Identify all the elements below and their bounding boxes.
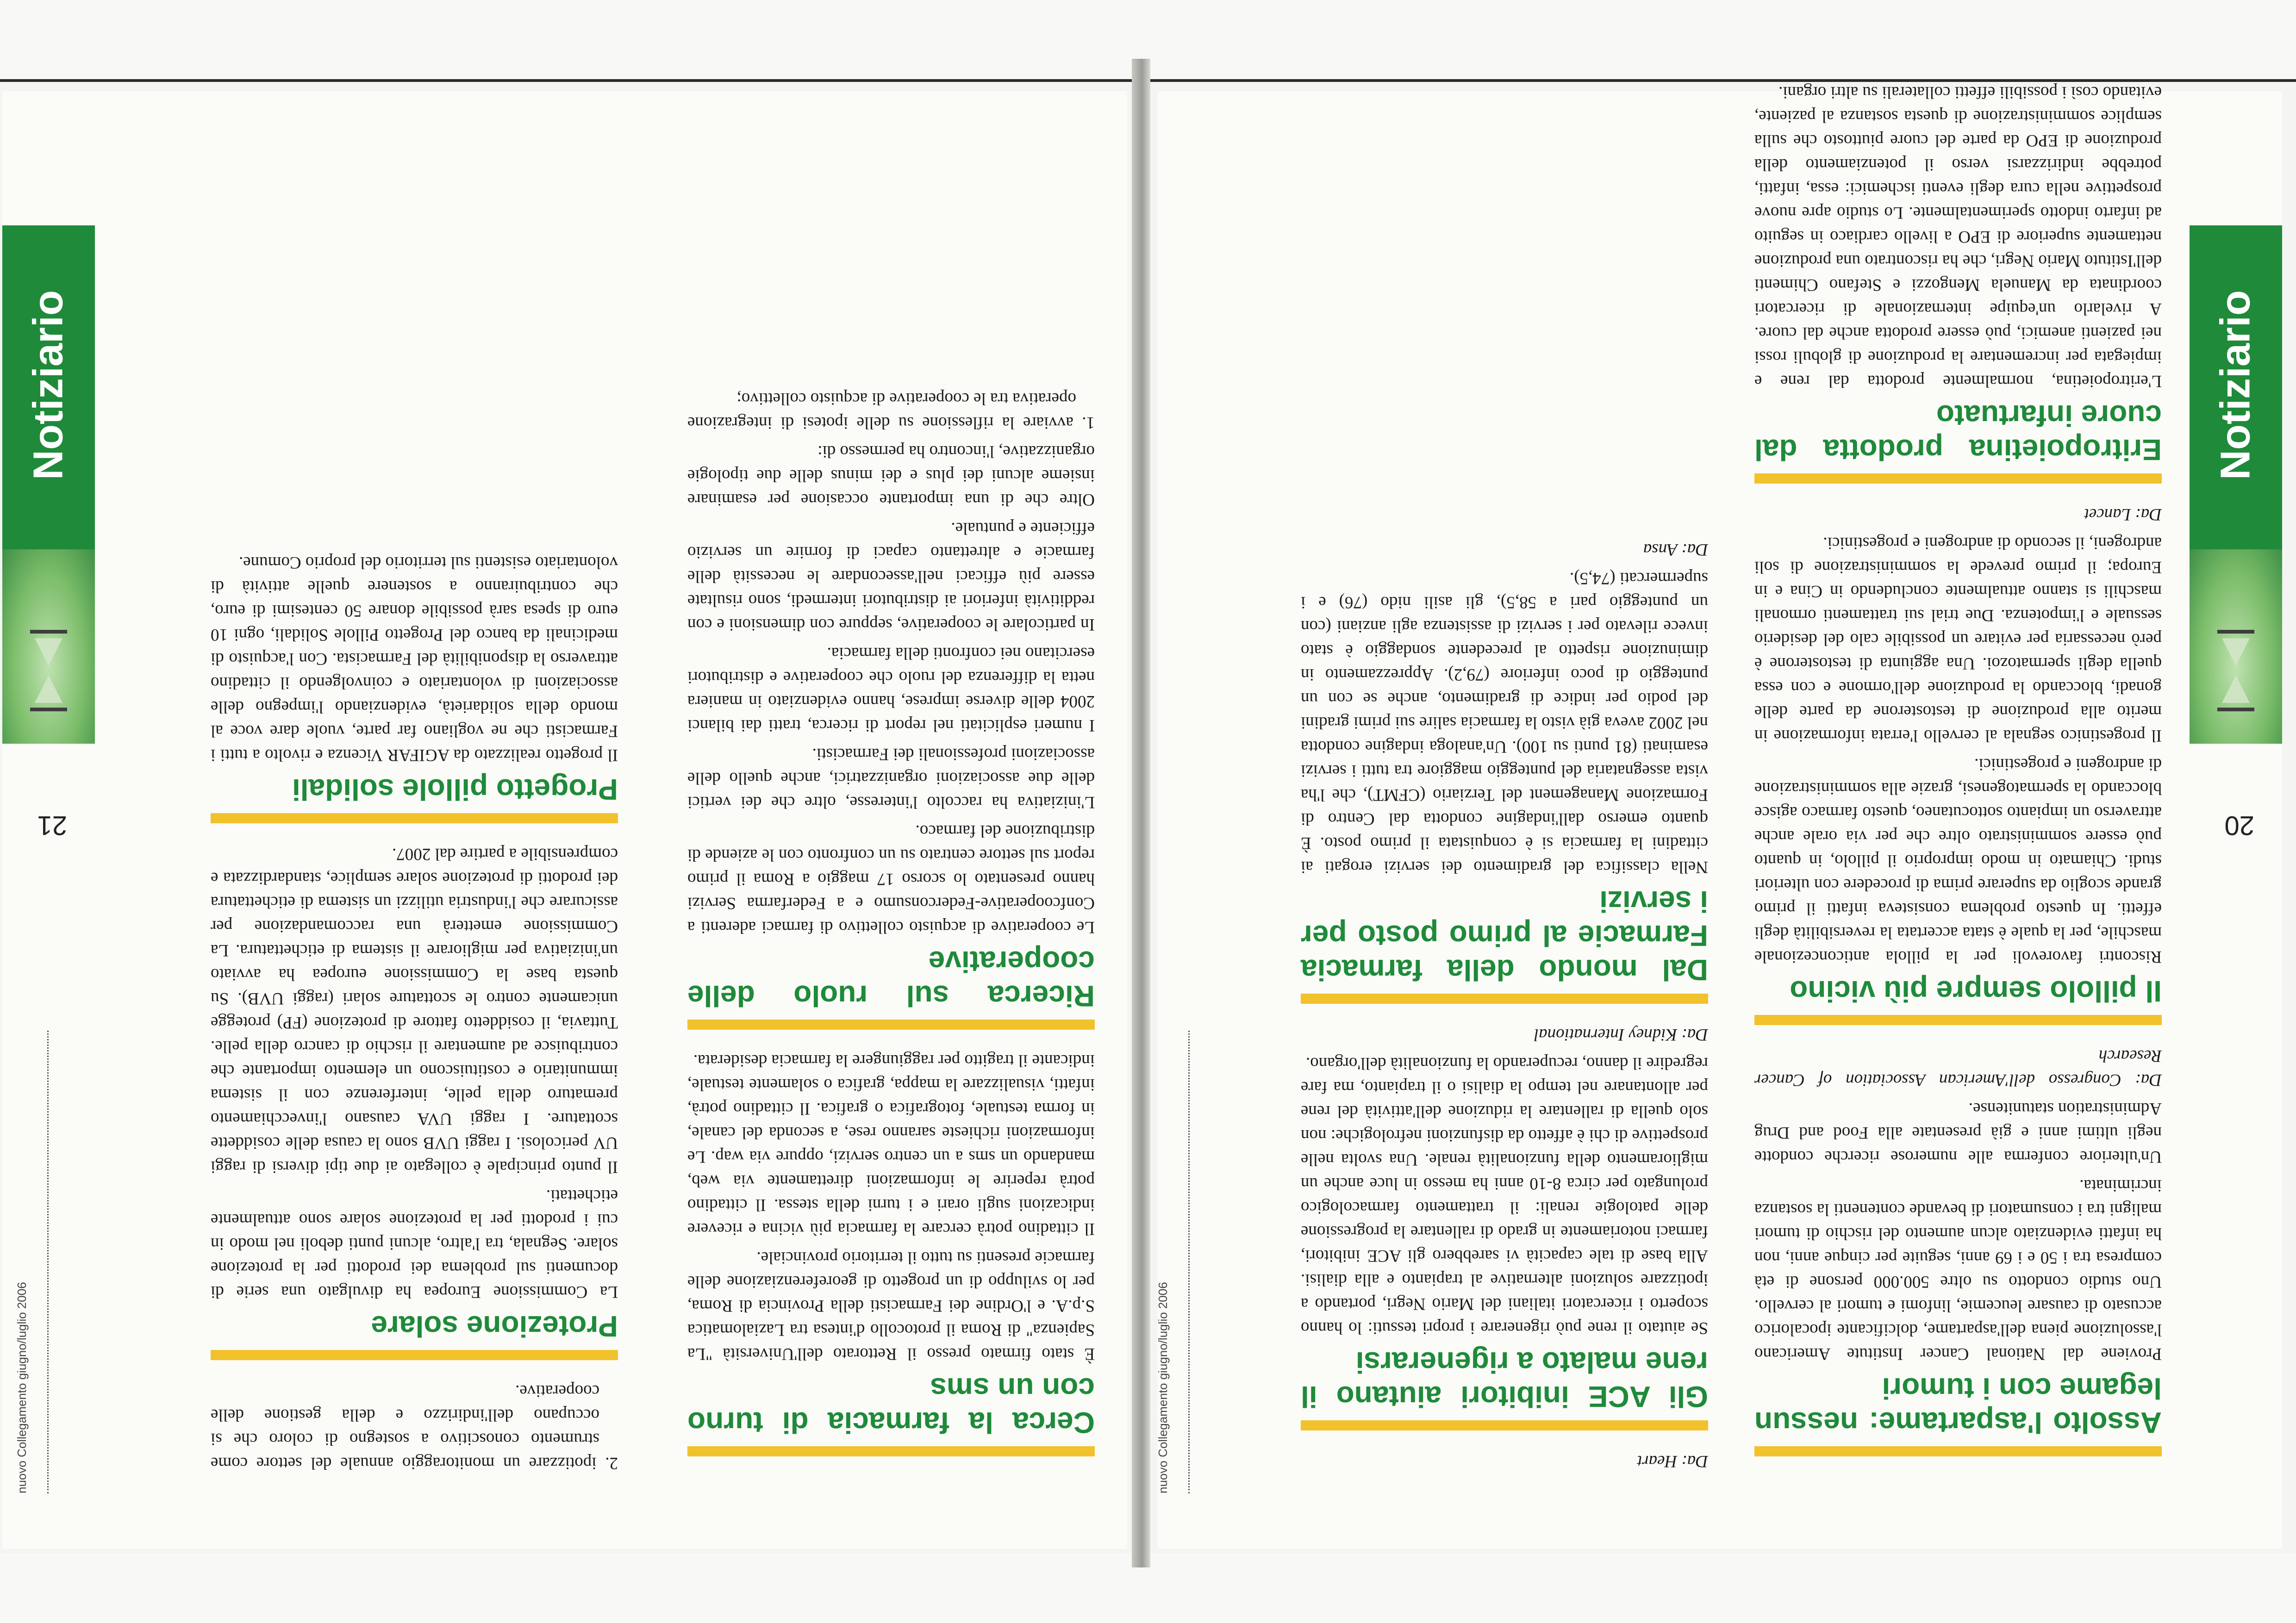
- side-tab-right: [2, 225, 95, 744]
- article-source: Da: Lancet: [2084, 505, 2162, 524]
- article-paragraph: Oltre che di una importante occasione per esaminare insieme alcuni dei plus e dei minus delle due tipologie organizzative, l'incontro ha permesso di:: [687, 442, 1095, 509]
- right-column-2: [211, 546, 618, 1475]
- article-headline: Eritropoietina prodotta dal cuore infartuato: [1754, 398, 2162, 484]
- book-gutter: [1132, 59, 1150, 1567]
- article-paragraph: Il progestinico segnala al cervello l'errata informazione in merito alla produzione di testosterone da parte delle gonadi, bloccando la produzione dell'ormone e con essa quella degli spermatozoi. Una aggiunta di testosterone è però necessaria per evitare un possibile calo del desiderio sessuale e l'impotenza. Due trial sui trattamenti ormonali maschili si stanno attualmente concludendo in Cina e in Europa; il primo prevede la somministrazione di soli androgeni, il secondo di androgeni e progestinici.: [1754, 534, 2162, 745]
- article-paragraph: L'iniziativa ha raccolto l'interesse, oltre che dei vertici delle due associazioni organizzatrici, anche quello delle associazioni professionali dei Farmacisti.: [687, 745, 1095, 812]
- hourglass-photo: [2, 549, 95, 744]
- hourglass-photo: [2190, 549, 2282, 744]
- article-paragraph: Se aiutato il rene può rigenerare i propri tessuti: lo hanno scoperto i ricercatori italiani del Mario Negri, portando a ipotizzare soluzioni alternative al trapianto e alla dialisi. Alla base di tale capacità vi sarebbero gli ACE inibitori, farmaci notoriamente in grado di rallentare la progressione delle patologie renali: il trattamento farmacologico prolungato per circa 8-10 anni ha messo in luce anche un miglioramento della funzionalità renale. Una svolta nelle prospettive di chi è affetto da disfunzioni nefrologiche: non solo quella di rallentare la riduzione dell'attività del rene per allontanare nel tempo la dialisi o il trapianto, ma fare regredire il danno, recuperando la funzionalità dell'organo.: [1301, 1054, 1708, 1337]
- hourglass-icon: [2217, 630, 2254, 711]
- article-source: Da: Congresso dell'American Association of Cancer Research: [1754, 1046, 2162, 1089]
- article-headline: Gli ACE inibitori aiutano il rene malato a rigenerarsi: [1301, 1345, 1708, 1430]
- article-headline: Ricerca sul ruolo delle cooperative: [687, 945, 1095, 1030]
- article-paragraph: Il cittadino potrà cercare la farmacia più vicina e ricevere indicazioni sugli orari e i turni della stessa. Il cittadino potrà reperire le informazioni direttamente via web, mandando un sms a un centro servizi, oppure via wap. Le informazioni richieste saranno rese, a seconda del canale, in forma testuale, fotografica o grafica. Il cittadino potrà, infatti, visualizzare la mappa, grafica o solamente testuale, indicante il tragitto per raggiungere la farmacia desiderata.: [687, 1051, 1095, 1238]
- article-paragraph: In particolare le cooperative, seppure con dimensioni e con redditività inferiori ai distributori intermedi, sono risultate essere più efficaci nell'assecondare le necessità delle farmacie e altrettanto capaci di fornire un servizio efficiente e puntuale.: [687, 519, 1095, 634]
- article-paragraph: È stato firmato presso il Rettorato dell'Università "La Sapienza" di Roma il protocollo d'intesa tra Lazialomatica S.p.A. e l'Ordine dei Farmacisti della Provincia di Roma, per lo sviluppo di un progetto di georeferenziazione delle farmacie presenti su tutto il territorio provinciale.: [687, 1248, 1095, 1363]
- article-paragraph: Il punto principale è collegato ai due tipi diversi di raggi UV pericolosi. I raggi UVB sono la causa delle cosiddette scottature. I raggi UVA causano l'invecchiamento prematuro della pelle, interferenze con il sistema immunitario e costituiscono un elemento importante che contribuisce ad aumentare il rischio di cancro della pelle. Tuttavia, il cosiddetto fattore di protezione (FP) protegge unicamente contro le scottature solari (raggi UVB). Su questa base la Commissione europea ha avviato un'iniziativa per migliorare il sistema di etichettatura. La Commissione emetterà una raccomandazione per assicurare che l'industria utilizzi un sistema di etichettatura dei prodotti di protezione solare semplice, standardizzata e comprensibile a partire dal 2007.: [211, 845, 618, 1176]
- page-number-left: 20: [2224, 810, 2254, 840]
- running-head-left: nuovo Collegamento giugno/luglio 2006: [1156, 1031, 1190, 1493]
- article-paragraph: Le cooperative di acquisto collettivo di farmaci aderenti a Confcooperative-Federconsumo e a Federfarma Servizi hanno presentato lo scorso 17 maggio a Roma il primo report sul settore centrato su un confronto con le aziende di distribuzione del farmaco.: [687, 821, 1095, 937]
- article-headline: Assolto l'aspartame: nessun legame con i tumori: [1754, 1371, 2162, 1456]
- article-paragraph: La Commissione Europea ha divulgato una serie di documenti sul problema dei prodotti per la protezione solare. Segnala, tra l'altro, alcuni punti deboli nel modo in cui i prodotti per la protezione solare sono attualmente etichettati.: [211, 1186, 618, 1301]
- article-headline: Il pillolo sempre più vicino: [1754, 974, 2162, 1025]
- article-paragraph: I numeri esplicitati nel report di ricerca, tratti dai bilanci 2004 delle diverse imprese, hanno evidenziato in maniera netta la differenza del ruolo che cooperative e distributori esercitano nei confronti della farmacia.: [687, 644, 1095, 735]
- article-source: Da: Kidney International: [1534, 1025, 1708, 1044]
- article-paragraph: Il progetto realizzato da AGIFAR Vicenza e rivolto a tutti i Farmacisti che ne vogliano far parte, vuole dare voce al mondo della solidarietà, evidenziando l'impegno delle associazioni di volontariato e coinvolgendo il cittadino attraverso la disponibilità del Farmacista. Con l'acquisto di medicinali da banco del Progetto Pillole Solidali, ogni 10 euro di spesa sarà possibile donare 50 centesimi di euro, che contribuiranno a sostenere quelle attività di volontariato esistenti sul territorio del proprio Comune.: [211, 553, 618, 765]
- running-head-right: nuovo Collegamento giugno/luglio 2006: [15, 1031, 49, 1493]
- article-paragraph: Un'ulteriore conferma alle numerose ricerche condotte negli ultimi anni e già presentate alla Food and Drug Administration statunitense.: [1754, 1099, 2162, 1166]
- left-column-2: [1301, 523, 1708, 1475]
- article-headline: Progetto pillole solidali: [211, 772, 618, 823]
- article-paragraph: Nella classifica del gradimento dei servizi erogati ai cittadini la farmacia si è conquistata il primo posto. È quanto emerso dall'indagine condotta dal Centro di Formazione Management del Terziario (CFMT), che l'ha vista assegnataria del punteggio maggiore tra tutti i servizi esaminati (81 punti su 100). Un'analoga indagine condotta nel 2002 aveva già visto la farmacia salire sui primi gradini del podio per indice di gradimento, anche se con un punteggio di poco inferiore (79,2). Apprezzamento in diminuzione rispetto al precedente sondaggio è stato invece rilevato per i servizi di assistenza agli anziani (con un punteggio pari a 58,5), gli asili nido (76) e i supermercati (74,5).: [1301, 569, 1708, 877]
- article-headline: Dal mondo della farmacia Farmacie al primo posto per i servizi: [1301, 884, 1708, 1004]
- page-number-right: 21: [37, 810, 67, 840]
- article-headline: Cerca la farmacia di turno con un sms: [687, 1371, 1095, 1456]
- page-20: [1156, 83, 2282, 1549]
- hourglass-icon: [30, 630, 67, 711]
- right-column-1: [687, 384, 1095, 1475]
- article-paragraph: Riscontri favorevoli per la pillola anticoncezionale maschile, per la quale è stata accertata la reversibilità degli effetti. In questo problema consisteva infatti il primo grande scoglio da superare prima di procedere con ulteriori studi. Chiamato in modo improprio il pillolo, in quanto può essere somministrato oltre che per via orale anche attraverso un impianto sottocutaneo, questo farmaco agisce bloccando la spermatogenesi, grazie alla somministrazione di androgeni e progestinici.: [1754, 755, 2162, 966]
- article-source: Da: Heart: [1637, 1452, 1708, 1471]
- list-item: 2. ipotizzare un monitoraggio annuale del settore come strumento conoscitivo a sostegno di coloro che si occupano dell'indirizzo e della gestione delle cooperative.: [211, 1381, 618, 1473]
- article-source: Da: Ansa: [1643, 540, 1708, 559]
- side-tab-left: [2190, 225, 2282, 744]
- article-paragraph: Proviene dal National Cancer Institute Americano l'assoluzione piena dell'aspartame, dolcificante ipocalorico accusato di causare leucemie, linfomi e tumori al cervello. Uno studio condotto su oltre 500.000 persone di età compresa tra i 50 e i 69 anni, seguite per cinque anni, non ha infatti evidenziato alcun aumento del rischio di tumori maligni tra i consumatori di bevande contenenti la sostanza incriminata.: [1754, 1176, 2162, 1363]
- article-paragraph: L'eritropoietina, normalmente prodotta dal rene e impiegata per incrementare la produzione di globuli rossi nei pazienti anemici, può essere prodotta anche dal cuore. A rivelarlo un'equipe internazionale di ricercatori coordinata da Manuela Mengozzi e Stefano Chimenti dell'Istituto Mario Negri, che ha riscontrato una produzione nettamente superiore di EPO a livello cardiaco in seguito ad infarto indotto sperimentalmente. Lo studio apre nuove prospettive nella cura degli eventi ischemici: essa, infatti, potrebbe indirizzarsi verso il potenziamento della produzione di EPO da parte del cuore piuttosto che sulla semplice somministrazione di questa sostanza al paziente, evitando così i possibili effetti collaterali su altri organi.: [1754, 83, 2162, 391]
- list-item: 1. avviare la riflessione su delle ipotesi di integrazione operativa tra le cooperative di acquisto collettivo;: [687, 389, 1095, 432]
- left-column-1: [1754, 75, 2162, 1475]
- section-label: Notiziario: [2212, 290, 2259, 480]
- section-label: Notiziario: [25, 290, 72, 480]
- page-21: [2, 91, 1127, 1549]
- article-headline: Protezione solare: [211, 1309, 618, 1360]
